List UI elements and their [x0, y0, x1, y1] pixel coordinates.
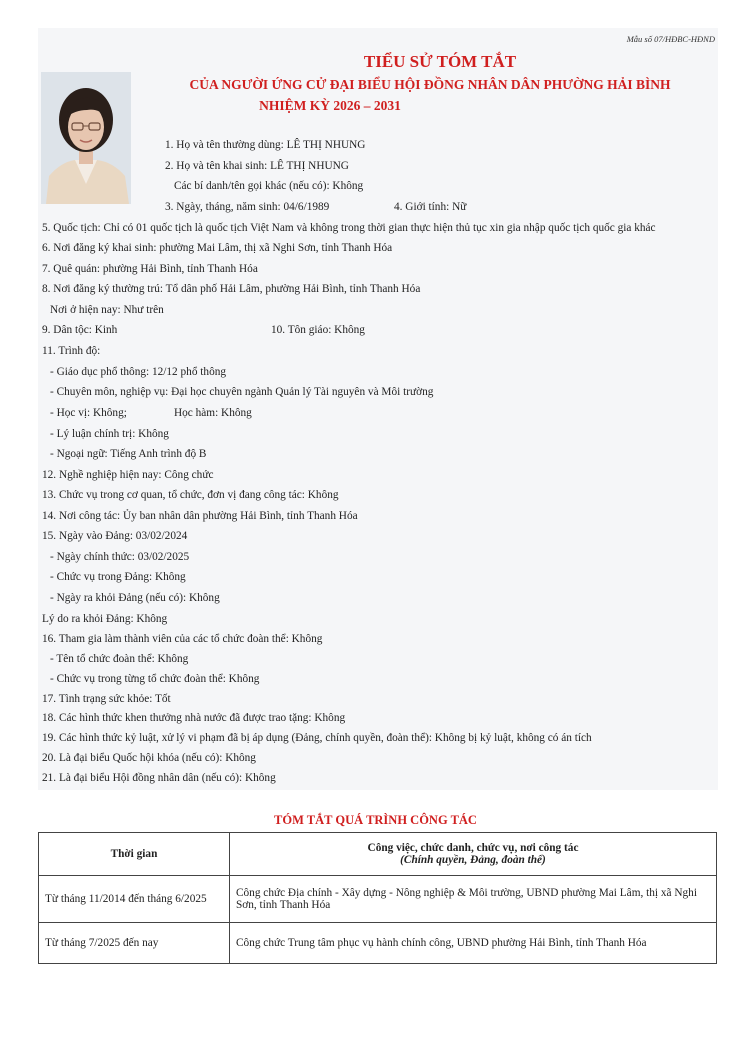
- field-workplace: 14. Nơi công tác: Ủy ban nhân dân phường Hải Bình, tỉnh Thanh Hóa: [42, 510, 358, 522]
- field-party-leave-date: - Ngày ra khỏi Đảng (nếu có): Không: [50, 592, 220, 604]
- field-academic-title: Học hàm: Không: [174, 407, 252, 419]
- field-position: 13. Chức vụ trong cơ quan, tổ chức, đơn vị đang công tác: Không: [42, 489, 339, 501]
- field-birth-name: 2. Họ và tên khai sinh: LÊ THỊ NHUNG: [165, 160, 349, 172]
- field-political-theory: - Lý luận chính trị: Không: [50, 428, 169, 440]
- field-organization-name: - Tên tổ chức đoàn thể: Không: [50, 653, 189, 665]
- field-birth-registration: 6. Nơi đăng ký khai sinh: phường Mai Lâm, thị xã Nghi Sơn, tỉnh Thanh Hóa: [42, 242, 393, 254]
- field-degree: - Học vị: Không;: [50, 407, 127, 419]
- header-job-label: Công việc, chức danh, chức vụ, nơi công tác: [367, 842, 579, 854]
- work-history-table: [38, 832, 717, 964]
- field-common-name: 1. Họ và tên thường dùng: LÊ THỊ NHUNG: [165, 139, 366, 151]
- field-birth-date: 3. Ngày, tháng, năm sinh: 04/6/1989: [165, 201, 330, 213]
- table-header-row: [39, 833, 717, 876]
- header-job: [230, 833, 717, 876]
- field-current-residence: Nơi ở hiện nay: Như trên: [50, 304, 164, 316]
- field-specialty: - Chuyên môn, nghiệp vụ: Đại học chuyên ngành Quản lý Tài nguyên và Môi trường: [50, 386, 434, 398]
- field-party-position: - Chức vụ trong Đảng: Không: [50, 571, 186, 583]
- work-history-title: TÓM TẮT QUÁ TRÌNH CÔNG TÁC: [274, 813, 477, 827]
- field-occupation: 12. Nghề nghiệp hiện nay: Công chức: [42, 469, 214, 481]
- field-organization-position: - Chức vụ trong từng tổ chức đoàn thể: Không: [50, 673, 260, 685]
- table-row: [39, 876, 717, 923]
- header-job-sublabel: (Chính quyền, Đảng, đoàn thể): [400, 854, 546, 866]
- field-foreign-language: - Ngoại ngữ: Tiếng Anh trình độ B: [50, 448, 207, 460]
- field-awards: 18. Các hình thức khen thưởng nhà nước đã được trao tặng: Không: [42, 712, 346, 724]
- field-party-join-date: 15. Ngày vào Đảng: 03/02/2024: [42, 530, 188, 542]
- document-title: TIỂU SỬ TÓM TẮT: [363, 52, 517, 71]
- field-religion: 10. Tôn giáo: Không: [271, 324, 365, 336]
- row-job: Công chức Địa chính - Xây dựng - Nông nghiệp & Môi trường, UBND phường Mai Lâm, thị xã Nghi Sơn, tỉnh Thanh Hóa: [230, 876, 717, 923]
- field-nationality: 5. Quốc tịch: Chỉ có 01 quốc tịch là quốc tịch Việt Nam và không trong thời gian thực hiện thủ tục xin gia nhập quốc tịch quốc gia khác: [42, 222, 656, 234]
- portrait-icon: [41, 72, 131, 204]
- document-subtitle: CỦA NGƯỜI ỨNG CỬ ĐẠI BIỂU HỘI ĐỒNG NHÂN DÂN PHƯỜNG HẢI BÌNH: [189, 77, 671, 92]
- field-health: 17. Tình trạng sức khỏe: Tốt: [42, 693, 171, 705]
- table-row: [39, 923, 717, 964]
- field-hometown: 7. Quê quán: phường Hải Bình, tỉnh Thanh Hóa: [42, 263, 258, 275]
- field-general-education: - Giáo dục phổ thông: 12/12 phổ thông: [50, 366, 227, 378]
- row-job: Công chức Trung tâm phục vụ hành chính công, UBND phường Hải Bình, tỉnh Thanh Hóa: [230, 923, 717, 964]
- form-number: Mẫu số 07/HĐBC-HĐND: [626, 34, 715, 44]
- field-discipline: 19. Các hình thức kỷ luật, xử lý vi phạm đã bị áp dụng (Đảng, chính quyền, đoàn thể): Không bị kỷ luật, không có án tích: [42, 732, 592, 744]
- document-term: NHIỆM KỲ 2026 – 2031: [259, 98, 401, 113]
- field-party-leave-reason: Lý do ra khỏi Đảng: Không: [42, 613, 168, 625]
- portrait-photo: [41, 72, 131, 204]
- row-time: Từ tháng 11/2014 đến tháng 6/2025: [39, 876, 230, 923]
- field-education-heading: 11. Trình độ:: [42, 345, 101, 357]
- field-gender: 4. Giới tính: Nữ: [394, 201, 467, 213]
- field-permanent-residence: 8. Nơi đăng ký thường trú: Tổ dân phố Hải Lâm, phường Hải Bình, tỉnh Thanh Hóa: [42, 283, 421, 295]
- header-time: Thời gian: [39, 833, 230, 876]
- field-ethnicity: 9. Dân tộc: Kinh: [42, 324, 118, 336]
- field-organizations: 16. Tham gia làm thành viên của các tổ chức đoàn thể: Không: [42, 633, 323, 645]
- field-national-assembly: 20. Là đại biểu Quốc hội khóa (nếu có): Không: [42, 752, 256, 764]
- field-aliases: Các bí danh/tên gọi khác (nếu có): Không: [174, 180, 364, 192]
- row-time: Từ tháng 7/2025 đến nay: [39, 923, 230, 964]
- field-people-council: 21. Là đại biểu Hội đồng nhân dân (nếu có): Không: [42, 772, 276, 784]
- field-party-official-date: - Ngày chính thức: 03/02/2025: [50, 551, 190, 563]
